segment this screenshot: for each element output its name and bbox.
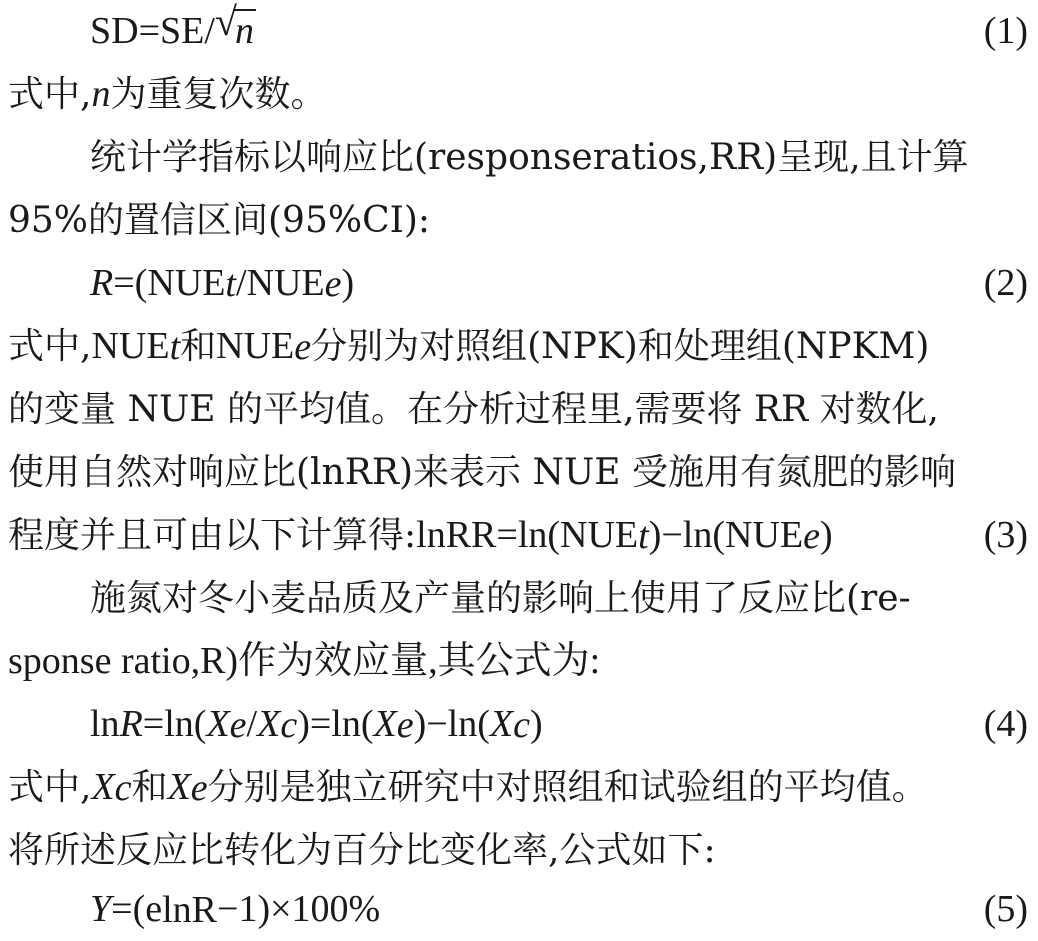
eq3-nue-t: NUE: [560, 514, 639, 556]
text-span: 和: [131, 767, 168, 808]
text-span: 式中,: [8, 767, 92, 808]
eq4-paren: ): [297, 703, 310, 745]
equation-2: R = ( NUE t / NUE e ) (2): [8, 252, 1028, 315]
text-span: 使用自然对响应比(lnRR)来表示 NUE 受施用有氮肥的影响: [8, 452, 957, 493]
text-span: 程度并且可由以下计算得:: [8, 515, 417, 556]
text-span: 95%的置信区间(95%CI):: [8, 200, 431, 241]
eq2-slash: /: [235, 262, 247, 304]
text-span: 式中,: [8, 326, 92, 367]
paragraph-line: [8, 567, 1028, 630]
paragraph-line: [8, 441, 1028, 504]
eq2-nue-t: NUE: [147, 262, 226, 304]
eq3-mid: )−ln(: [648, 514, 726, 556]
eq3-nue-e: NUE: [725, 514, 804, 556]
eq2-paren: ): [341, 262, 355, 304]
eq2-nue-e: NUE: [246, 262, 325, 304]
eq4-x: X: [206, 703, 230, 745]
eq4-paren: ): [529, 703, 543, 745]
eq1-n: n: [234, 10, 254, 52]
var-x: X: [167, 766, 191, 808]
text-span: 分别是独立研究中对照组和试验组的平均值。: [207, 767, 928, 808]
eq3-paren: ): [820, 514, 833, 556]
var-x: X: [91, 766, 115, 808]
eq4-x: X: [489, 703, 514, 745]
eq5-rest: −1)×100%: [217, 888, 381, 930]
equation-4: ln R = ln( X e / X c ) = ln( X e )−ln( X c ) (4): [8, 693, 1028, 756]
eq2-lhs: R: [90, 262, 114, 304]
paragraph-line: [8, 378, 1028, 441]
eq5-Y: Y: [90, 888, 112, 930]
text-span: 施氮对冬小麦品质及产量的影响上使用了反应比(re-: [90, 578, 911, 619]
paragraph-line: [8, 126, 1028, 189]
text-span: 统计学指标以响应比(responseratios,RR)呈现,且计算: [90, 137, 969, 178]
text-span: sponse ratio,R)作为效应量,其公式为:: [8, 640, 601, 682]
eq3-equals: =: [496, 514, 518, 556]
nue-e: NUE: [216, 325, 295, 367]
eq1-equals: =: [138, 10, 161, 52]
eq5-number: (5): [983, 888, 1028, 930]
eq4-equals2: =: [309, 703, 332, 745]
eq1-lhs: SD: [90, 10, 139, 52]
eq2-equals: =: [113, 262, 135, 304]
eq3-lhs: lnRR: [416, 514, 497, 556]
nue-t: NUE: [91, 325, 170, 367]
eq1-slash: /: [204, 10, 215, 52]
text-span: 将所述反应比转化为百分比变化率,公式如下:: [8, 830, 716, 871]
eq4-x: X: [373, 703, 397, 745]
text-span: 分别为对照组(NPK)和处理组(NPKM): [311, 326, 930, 367]
text-span: 的变量 NUE 的平均值。在分析过程里,需要将 RR 对数化,: [8, 389, 939, 430]
eq4-mid: )−ln(: [413, 703, 490, 745]
eq5-e: e: [145, 888, 163, 930]
paragraph-line-eq3: 程度并且可由以下计算得: lnRR = ln( NUE t )−ln( NUE e ) (3): [8, 504, 1028, 567]
eq5-paren: (: [132, 888, 146, 930]
eq5-equals: =: [111, 888, 133, 930]
paragraph-line: [8, 189, 1028, 252]
paragraph-line: [8, 819, 1028, 882]
eq4-ln: ln: [90, 703, 120, 745]
eq4-ln2: ln(: [164, 703, 207, 745]
text-span: 式中,: [8, 74, 92, 115]
eq1-se: SE: [160, 10, 205, 52]
paragraph-line: [8, 63, 1028, 126]
eq3-number: (3): [983, 514, 1028, 556]
paragraph-line: [8, 630, 1028, 693]
text-span: 和: [180, 326, 217, 367]
eq2-paren: (: [134, 262, 148, 304]
eq1-number: (1): [983, 10, 1028, 52]
eq4-x: X: [257, 703, 281, 745]
paragraph-line: 式中, X c 和 X e 分别是独立研究中对照组和试验组的平均值。: [8, 756, 1028, 819]
eq4-number: (4): [983, 703, 1028, 745]
eq2-number: (2): [983, 262, 1028, 304]
eq3-ln: ln(: [517, 514, 561, 556]
eq4-ln3: ln(: [331, 703, 374, 745]
eq4-equals: =: [142, 703, 165, 745]
equation-5: Y = ( e lnR −1)×100% (5): [8, 878, 1028, 941]
var-n: n: [91, 73, 111, 115]
sqrt-symbol: √ n: [214, 0, 254, 52]
text-span: 为重复次数。: [110, 74, 327, 115]
eq4-slash: /: [246, 703, 258, 745]
eq4-R: R: [119, 703, 143, 745]
paragraph-line: 式中, NUE t 和 NUE e 分别为对照组(NPK)和处理组(NPKM): [8, 315, 1028, 378]
equation-1: [8, 0, 1028, 63]
